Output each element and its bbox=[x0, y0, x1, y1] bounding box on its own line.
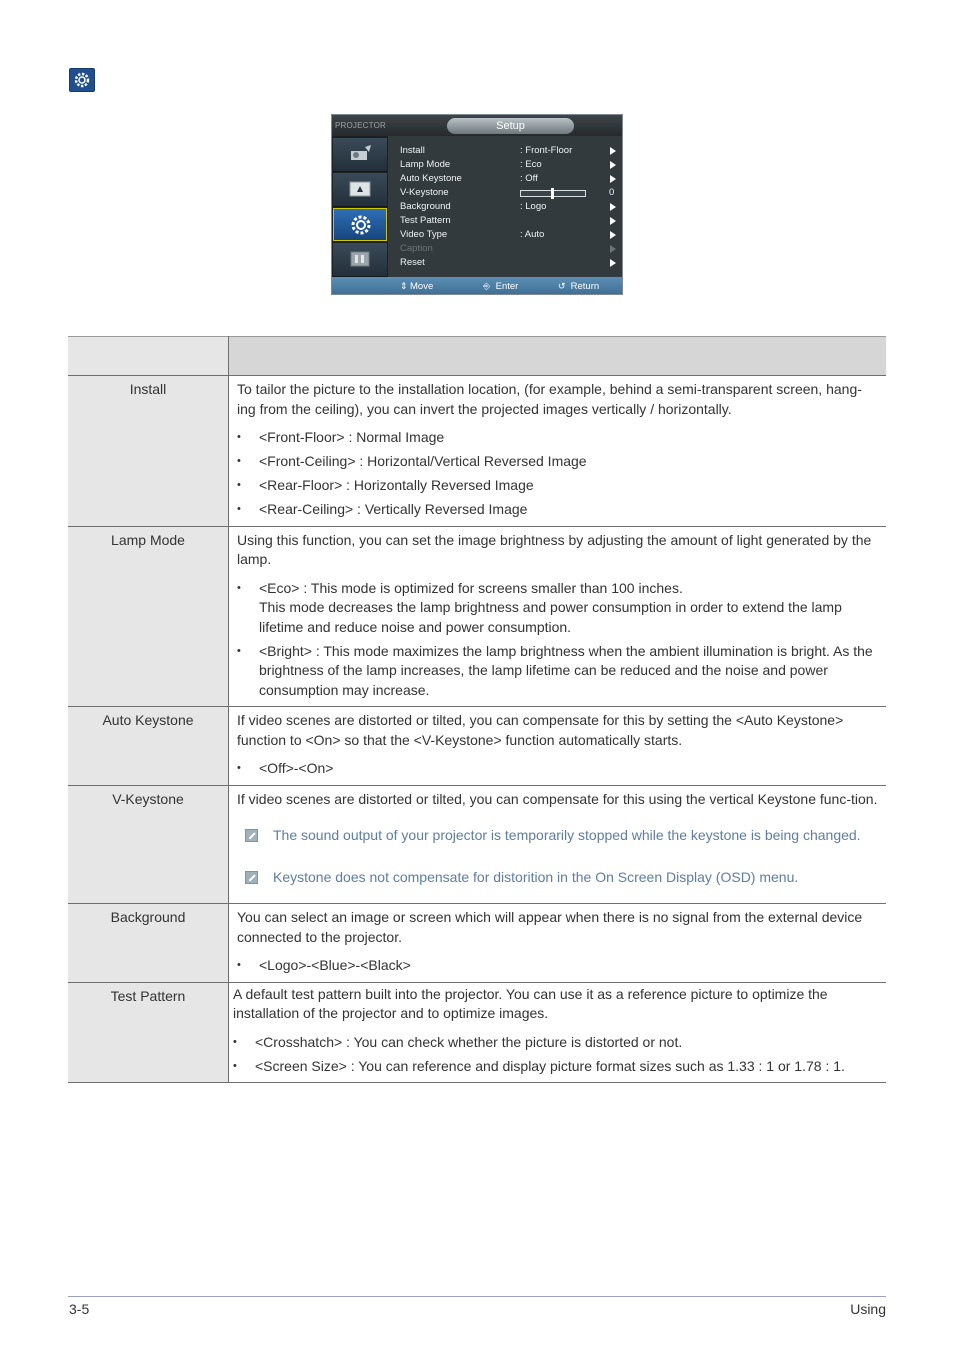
bullet-list bbox=[237, 428, 878, 520]
osd-item-test-pattern[interactable]: Test Pattern bbox=[388, 214, 622, 228]
arrow-right-icon bbox=[610, 147, 616, 155]
row-description bbox=[229, 904, 887, 983]
row-description bbox=[229, 707, 887, 786]
row-description bbox=[229, 526, 887, 707]
footer-divider bbox=[68, 1296, 886, 1297]
list-item: • <Front-Floor> : Normal Image bbox=[237, 429, 445, 445]
bullet-list bbox=[233, 1033, 878, 1077]
row-name: Auto Keystone bbox=[68, 707, 229, 786]
arrow-right-icon bbox=[610, 245, 616, 253]
osd-category-setup[interactable] bbox=[333, 208, 387, 241]
osd-header bbox=[332, 115, 622, 136]
note: The sound output of your projector is temporarily stopped while the keystone is being changed. bbox=[237, 826, 878, 846]
note: Keystone does not compensate for distorition in the On Screen Display (OSD) menu. bbox=[237, 868, 878, 888]
hint-return: ↺ Return bbox=[558, 281, 600, 292]
row-name: Background bbox=[68, 904, 229, 983]
page-number: 3-5 bbox=[69, 1301, 90, 1317]
row-description bbox=[229, 785, 887, 904]
list-item: • <Screen Size> : You can reference and display picture format sizes such as 1.33 : 1 or 1.78 : 1. bbox=[233, 1057, 845, 1074]
option-icon bbox=[347, 248, 373, 270]
up-down-arrow-icon: ⇕ bbox=[400, 281, 408, 291]
return-icon: ↺ bbox=[558, 281, 566, 291]
setup-gear-icon bbox=[69, 68, 95, 92]
osd-category-sidebar bbox=[332, 136, 388, 277]
osd-item-lamp-mode[interactable]: Lamp Mode : Eco bbox=[388, 158, 622, 172]
table-row-auto-keystone bbox=[68, 707, 886, 786]
osd-item-list bbox=[388, 136, 622, 277]
row-desc-text: If video scenes are distorted or tilted, you can compensate for this using the vertical Keystone func-tion. bbox=[237, 790, 878, 807]
list-item: • <Rear-Floor> : Horizontally Reversed Image bbox=[237, 477, 534, 493]
list-item: • <Rear-Ceiling> : Vertically Reversed Image bbox=[237, 501, 528, 517]
hint-move: ⇕ Move bbox=[400, 281, 434, 292]
osd-category-display[interactable] bbox=[333, 173, 387, 207]
osd-item-background[interactable]: Background : Logo bbox=[388, 200, 622, 214]
row-name: Test Pattern bbox=[68, 982, 229, 1083]
table-row-lamp-mode bbox=[68, 526, 886, 707]
osd-title: Setup bbox=[447, 118, 574, 134]
arrow-right-icon bbox=[610, 259, 616, 267]
list-item: • <Logo>-<Blue>-<Black> bbox=[237, 957, 411, 973]
osd-hint-bar bbox=[332, 277, 622, 295]
osd-category-option[interactable] bbox=[333, 243, 387, 277]
list-item: • <Crosshatch> : You can check whether the picture is distorted or not. bbox=[233, 1033, 683, 1050]
bullet-list bbox=[237, 956, 878, 976]
osd-item-install[interactable]: Install : Front-Floor bbox=[388, 144, 622, 158]
row-name: Lamp Mode bbox=[68, 526, 229, 707]
osd-item-video-type[interactable]: Video Type : Auto bbox=[388, 228, 622, 242]
row-name: Install bbox=[68, 376, 229, 527]
row-desc-text: A default test pattern built into the projector. You can use it as a reference picture to optimize the installation of the projector and to optimize images. bbox=[233, 985, 828, 1021]
gear-icon bbox=[348, 214, 374, 236]
slider-knob[interactable] bbox=[551, 188, 554, 199]
osd-item-reset[interactable]: Reset bbox=[388, 256, 622, 270]
enter-icon: ⎆ bbox=[483, 281, 491, 291]
osd-item-auto-keystone[interactable]: Auto Keystone : Off bbox=[388, 172, 622, 186]
arrow-right-icon bbox=[610, 161, 616, 169]
arrow-right-icon bbox=[610, 175, 616, 183]
list-item: • <Front-Ceiling> : Horizontal/Vertical Reversed Image bbox=[237, 453, 587, 469]
row-desc-text: Using this function, you can set the image brightness by adjusting the amount of light generated by the lamp. bbox=[237, 531, 872, 567]
osd-brand: PROJECTOR bbox=[335, 121, 386, 130]
list-item: • <Bright> : This mode maximizes the lamp brightness when the ambient illumination is bright. As the brightness of the lamp increases, the lamp lifetime can be reduced and the noise and power consumption may increase. bbox=[237, 642, 873, 698]
osd-item-v-keystone[interactable]: V-Keystone 0 bbox=[400, 187, 615, 198]
osd-category-picture[interactable] bbox=[333, 138, 387, 172]
section-name: Using bbox=[850, 1301, 886, 1317]
table-row-background bbox=[68, 904, 886, 983]
row-description bbox=[229, 376, 887, 527]
arrow-right-icon bbox=[610, 203, 616, 211]
table-header-row bbox=[68, 337, 886, 376]
bullet-list bbox=[237, 579, 878, 701]
row-name: V-Keystone bbox=[68, 785, 229, 904]
list-item: • <Eco> : This mode is optimized for screens smaller than 100 inches. This mode decreases the lamp brightness and power consumption in order to extend the lamp lifetime and reduce noise and power consumption. bbox=[237, 579, 842, 635]
table-row-test-pattern bbox=[68, 982, 886, 1083]
note-icon bbox=[245, 871, 258, 884]
bullet-list bbox=[237, 759, 878, 779]
table-row-v-keystone bbox=[68, 785, 886, 904]
header-cell-description bbox=[229, 337, 887, 376]
osd-setup-menu bbox=[331, 114, 623, 295]
row-desc-text: You can select an image or screen which will appear when there is no signal from the external device connected to the projector. bbox=[237, 909, 863, 945]
hint-enter: ⎆ Enter bbox=[483, 281, 519, 292]
note-icon bbox=[245, 829, 258, 842]
row-desc-text: If video scenes are distorted or tilted, you can compensate for this by setting the <Auto Keystone> function to <On> so that the <V-Keystone> function automatically starts. bbox=[237, 712, 844, 748]
projector-icon bbox=[347, 143, 373, 165]
screen-icon bbox=[347, 178, 373, 200]
arrow-right-icon bbox=[610, 231, 616, 239]
row-description bbox=[229, 982, 887, 1083]
list-item: • <Off>-<On> bbox=[237, 760, 334, 776]
header-cell-name bbox=[68, 337, 229, 376]
row-desc-text: To tailor the picture to the installation location, (for example, behind a semi-transparent screen, hang-ing from the ceiling), you can invert the projected images vertically / horizontally. bbox=[237, 381, 862, 417]
setup-settings-table bbox=[68, 336, 886, 1083]
arrow-right-icon bbox=[610, 217, 616, 225]
v-keystone-slider[interactable] bbox=[520, 190, 586, 197]
osd-item-caption: Caption bbox=[388, 242, 622, 256]
table-row-install bbox=[68, 376, 886, 527]
